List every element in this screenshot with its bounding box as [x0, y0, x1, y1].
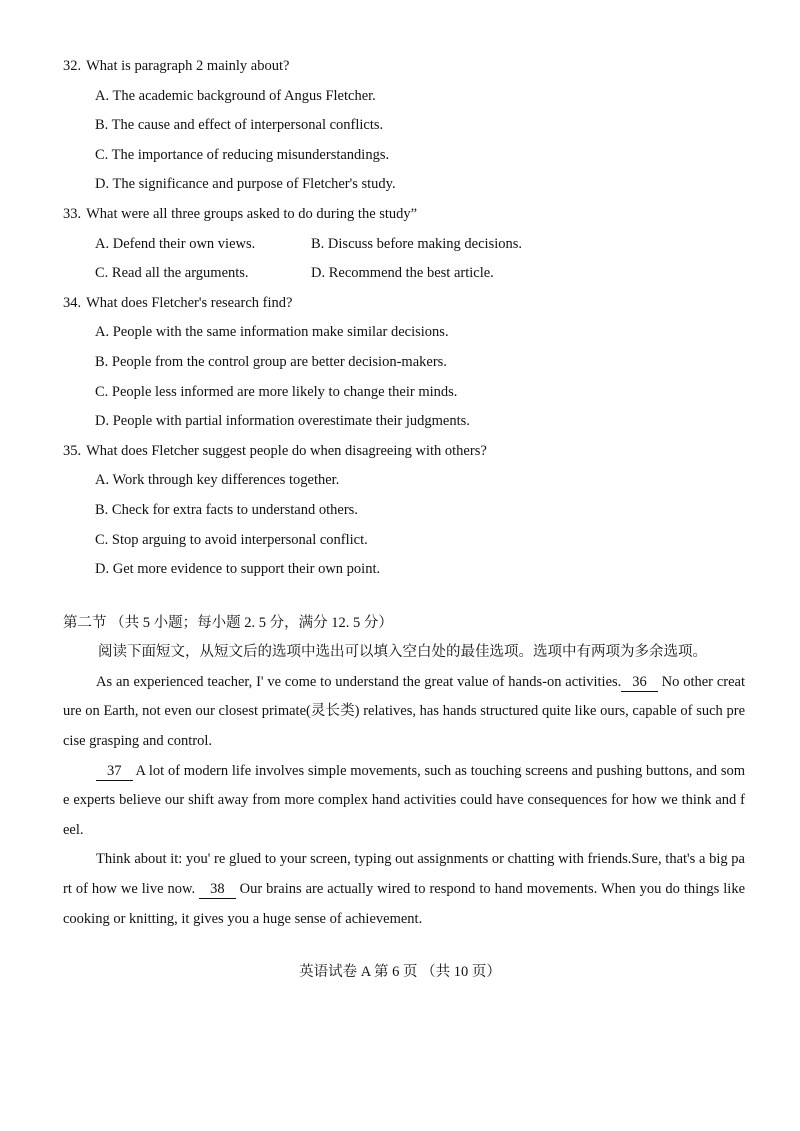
question-line [63, 52, 745, 82]
question-35 [63, 437, 745, 585]
option: A. The academic background of Angus Fletcher. [95, 87, 376, 104]
question-number: 35. [63, 442, 82, 459]
passage-paragraph-1 [63, 668, 745, 757]
option: C. Stop arguing to avoid interpersonal conflict. [95, 531, 368, 548]
option: D. Get more evidence to support their own point. [95, 561, 381, 578]
question-text: What does Fletcher's research find? [86, 294, 293, 311]
question-33 [63, 200, 745, 289]
question-number: 34. [63, 294, 82, 311]
option: D. Recommend the best article. [311, 265, 494, 282]
section-two-heading: 第二节 （共 5 小题；每小题 2. 5 分，满分 12. 5 分） [63, 614, 393, 631]
option: B. The cause and effect of interpersonal conflicts. [95, 117, 384, 134]
paragraph-text: No other creature on Earth, not even our closest primate(灵长类) relatives, has hands structured quite like ours, capable of such precise grasping and control. [63, 673, 745, 750]
cloze-passage [63, 668, 745, 934]
paragraph-text: Think about it: you' re glued to your screen, typing out assignments or chatting with friends.Sure, that's a big part of how we live now. [63, 851, 745, 898]
question-text: What does Fletcher suggest people do when disagreeing with others? [86, 442, 487, 459]
page-content [63, 52, 745, 934]
option: D. The significance and purpose of Fletcher's study. [95, 176, 396, 193]
option: A. Work through key differences together. [95, 472, 340, 489]
option-grid [63, 230, 745, 289]
option: B. Discuss before making decisions. [311, 235, 523, 252]
paragraph-text: Our brains are actually wired to respond to hand movements. When you do things like cooking or knitting, it gives you a huge sense of achievement. [63, 881, 745, 927]
option: C. The importance of reducing misunderstandings. [95, 146, 390, 163]
section-two-instruction: 阅读下面短文，从短文后的选项中选出可以填入空白处的最佳选项。选项中有两项为多余选项。 [98, 644, 707, 661]
question-text: What were all three groups asked to do during the study” [86, 205, 418, 222]
cloze-blank: 38 [199, 881, 236, 899]
question-number: 33. [63, 205, 82, 222]
option: B. People from the control group are better decision-makers. [95, 353, 447, 370]
page-footer: 英语试卷 A 第 6 页 （共 10 页） [299, 964, 501, 980]
question-32 [63, 52, 745, 200]
option: A. People with the same information make similar decisions. [95, 324, 449, 341]
option: B. Check for extra facts to understand others. [95, 501, 358, 518]
paragraph-text: A lot of modern life involves simple movements, such as touching screens and pushing buttons, and some experts believe our shift away from more complex hand activities could have consequences for how we think and feel. [63, 762, 745, 838]
passage-paragraph-2 [63, 757, 745, 846]
option: A. Defend their own views. [95, 235, 256, 252]
option: C. Read all the arguments. [95, 265, 249, 282]
passage-paragraph-3 [63, 845, 745, 934]
question-text: What is paragraph 2 mainly about? [86, 58, 290, 74]
question-line [63, 289, 745, 319]
question-number: 32. [63, 58, 82, 74]
cloze-blank: 37 [96, 763, 133, 781]
question-line [63, 200, 745, 230]
question-line [63, 437, 745, 467]
option: C. People less informed are more likely to change their minds. [95, 383, 458, 400]
question-34 [63, 289, 745, 437]
option: D. People with partial information overestimate their judgments. [95, 413, 470, 430]
cloze-blank: 36 [621, 674, 658, 692]
paragraph-text: As an experienced teacher, I' ve come to understand the great value of hands-on activities. [96, 673, 622, 690]
